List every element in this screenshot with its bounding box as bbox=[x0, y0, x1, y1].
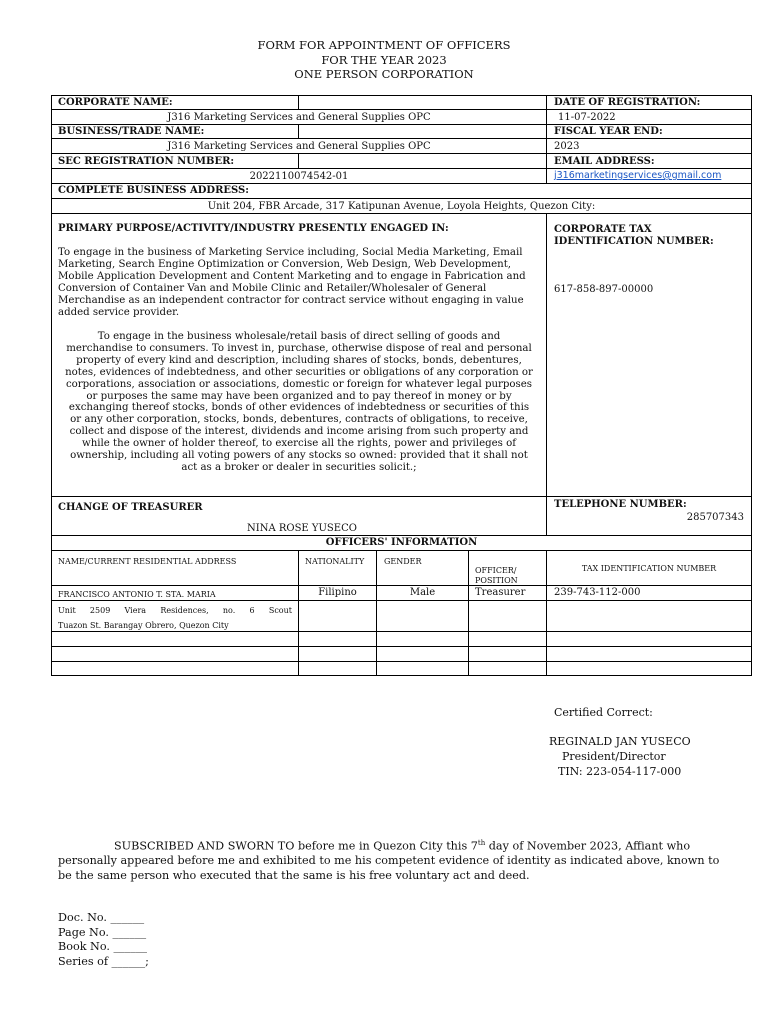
cell bbox=[376, 661, 469, 676]
purpose-line: Conversion of Container Van and Mobile Clinic and Retailer/Wholesaler of General bbox=[58, 282, 487, 294]
officers-section-title: OFFICERS' INFORMATION bbox=[325, 537, 478, 548]
cell bbox=[298, 153, 547, 169]
trade-name-label: BUSINESS/TRADE NAME: bbox=[58, 126, 205, 137]
officer-position: Treasurer bbox=[475, 587, 526, 598]
empty-row bbox=[51, 661, 299, 676]
cell bbox=[468, 661, 547, 676]
email-link[interactable]: j316marketingservices@gmail.com bbox=[554, 170, 722, 181]
book-no: Book No. ______ bbox=[58, 940, 148, 953]
change-of-treasurer-label: CHANGE OF TREASURER bbox=[58, 502, 203, 513]
purpose-paragraph-2 bbox=[58, 331, 540, 474]
sec-registration-label: SEC REGISTRATION NUMBER: bbox=[58, 156, 235, 167]
purpose-line: added service provider. bbox=[58, 306, 180, 318]
jurat-paragraph bbox=[58, 836, 748, 883]
purpose-line: while the owner of holder thereof, to exercise all the rights, power and privileges of bbox=[81, 438, 517, 450]
date-registration-label: DATE OF REGISTRATION: bbox=[554, 97, 701, 108]
purpose-line: To engage in the business wholesale/retail basis of direct selling of goods and bbox=[97, 331, 501, 342]
doc-no: Doc. No. ______ bbox=[58, 911, 145, 924]
tin-label-line-2: IDENTIFICATION NUMBER: bbox=[554, 236, 714, 247]
corporate-tin-value: 617-858-897-00000 bbox=[554, 284, 654, 295]
officer-address-line-1: Unit 2509 Viera Residences, no. 6 Scout bbox=[58, 606, 292, 615]
cell bbox=[298, 661, 377, 676]
jurat-line-1-b: day of November 2023, Affiant who bbox=[485, 839, 691, 853]
cell bbox=[546, 600, 752, 632]
purpose-line: Merchandise as an independent contractor for contract service without engaging in value bbox=[58, 294, 524, 306]
jurat-line-2: personally appeared before me and exhibited to me his competent evidence of identity as indicated above, known to bbox=[58, 854, 720, 868]
series-of: Series of ______; bbox=[58, 954, 149, 968]
purpose-line: corporations, association or associations, domestic or foreign for whatever legal purposes bbox=[65, 378, 533, 390]
col-name-header: NAME/CURRENT RESIDENTIAL ADDRESS bbox=[58, 557, 237, 566]
tin-label-line-1: CORPORATE TAX bbox=[554, 224, 652, 235]
signatory-name: REGINALD JAN YUSECO bbox=[549, 735, 691, 748]
telephone-label: TELEPHONE NUMBER: bbox=[554, 499, 687, 510]
title-line-1: FORM FOR APPOINTMENT OF OFFICERS bbox=[257, 38, 511, 52]
notary-block bbox=[58, 911, 149, 969]
purpose-line: Mobile Application Development and Content Marketing and to engage in Fabrication and bbox=[58, 270, 526, 282]
jurat-line-3: be the same person who executed that the same is his free voluntary act and deed. bbox=[58, 868, 530, 882]
title-line-3: ONE PERSON CORPORATION bbox=[294, 67, 474, 81]
officer-address-line-2: Tuazon St. Barangay Obrero, Quezon City bbox=[58, 621, 229, 630]
business-address-label: COMPLETE BUSINESS ADDRESS: bbox=[58, 185, 249, 196]
cell bbox=[376, 600, 469, 632]
empty-row bbox=[51, 646, 299, 662]
jurat-line-1 bbox=[58, 836, 748, 854]
cell bbox=[298, 600, 377, 632]
signatory-tin: TIN: 223-054-117-000 bbox=[558, 765, 682, 778]
purpose-label: PRIMARY PURPOSE/ACTIVITY/INDUSTRY PRESENTLY ENGAGED IN: bbox=[58, 223, 449, 234]
empty-row bbox=[51, 631, 299, 647]
purpose-line: or any other corporation, stocks, bonds, debentures, contracts of obligations, to receive, bbox=[70, 414, 528, 426]
purpose-line: merchandise to consumers. To invest in, purchase, otherwise dispose of real and personal bbox=[66, 342, 532, 354]
purpose-line: exchanging thereof stocks, bonds of other evidences of indebtedness or securities of this bbox=[68, 402, 530, 414]
form-title bbox=[0, 38, 768, 82]
purpose-line: collect and dispose of the interest, dividends and income arising from such property and bbox=[69, 426, 529, 438]
trade-name-value: J316 Marketing Services and General Supplies OPC bbox=[167, 141, 431, 152]
title-line-2: FOR THE YEAR 2023 bbox=[321, 52, 447, 67]
officer-gender: Male bbox=[409, 587, 436, 598]
sec-registration-value: 2022110074542-01 bbox=[249, 171, 349, 182]
purpose-line: property of every kind and description, including shares of stocks, bonds, debentures, bbox=[76, 354, 522, 366]
cell bbox=[298, 646, 377, 662]
col-position-header bbox=[475, 566, 518, 586]
purpose-line: act as a broker or dealer in securities solicit.; bbox=[181, 461, 417, 473]
officer-tin: 239-743-112-000 bbox=[554, 587, 641, 598]
corporate-name-value: J316 Marketing Services and General Supplies OPC bbox=[167, 112, 431, 123]
purpose-line: To engage in the business of Marketing Service including, Social Media Marketing, Email bbox=[58, 247, 523, 258]
cell bbox=[468, 646, 547, 662]
jurat-superscript: th bbox=[477, 839, 486, 847]
date-registration-value: 11-07-2022 bbox=[558, 112, 616, 123]
cell bbox=[376, 646, 469, 662]
purpose-line: ownership, including all voting powers of any stocks so owned: provided that it shall not bbox=[70, 450, 528, 462]
officer-nationality: Filipino bbox=[318, 587, 357, 598]
purpose-paragraph-1 bbox=[58, 247, 540, 318]
col-position-line-1: OFFICER/ bbox=[475, 566, 517, 575]
col-tin-header: TAX IDENTIFICATION NUMBER bbox=[581, 564, 717, 573]
fiscal-year-value: 2023 bbox=[554, 141, 580, 152]
cell bbox=[298, 124, 547, 139]
signatory-title: President/Director bbox=[562, 750, 666, 763]
email-label: EMAIL ADDRESS: bbox=[554, 156, 655, 167]
cell bbox=[546, 631, 752, 647]
col-nationality-header: NATIONALITY bbox=[305, 557, 365, 566]
cell bbox=[298, 95, 547, 110]
page-no: Page No. ______ bbox=[58, 925, 147, 939]
cell bbox=[546, 661, 752, 676]
tin-cell bbox=[546, 213, 752, 497]
col-position-line-2: POSITION bbox=[475, 576, 518, 585]
jurat-line-1-a: SUBSCRIBED AND SWORN TO before me in Quezon City this 7 bbox=[114, 839, 478, 853]
corporate-name-label: CORPORATE NAME: bbox=[58, 97, 173, 108]
telephone-value: 285707343 bbox=[686, 512, 744, 523]
purpose-line: notes, evidences of indebtedness, and other securities or obligations of any corporation or bbox=[65, 366, 533, 378]
cell bbox=[298, 631, 377, 647]
cell bbox=[546, 646, 752, 662]
certified-correct-label: Certified Correct: bbox=[554, 706, 653, 719]
purpose-line: Marketing, Search Engine Optimization or Conversion, Web Design, Web Development, bbox=[58, 258, 512, 270]
business-address-value: Unit 204, FBR Arcade, 317 Katipunan Avenue, Loyola Heights, Quezon City: bbox=[207, 201, 596, 212]
new-treasurer-name: NINA ROSE YUSECO bbox=[247, 523, 357, 534]
purpose-line: or purposes the same may have been organized and to pay thereof in money or by bbox=[86, 390, 512, 402]
officer-name: FRANCISCO ANTONIO T. STA. MARIA bbox=[58, 590, 216, 599]
fiscal-year-label: FISCAL YEAR END: bbox=[554, 126, 663, 137]
col-gender-header: GENDER bbox=[384, 557, 422, 566]
cell bbox=[468, 631, 547, 647]
cell bbox=[468, 600, 547, 632]
cell bbox=[376, 631, 469, 647]
